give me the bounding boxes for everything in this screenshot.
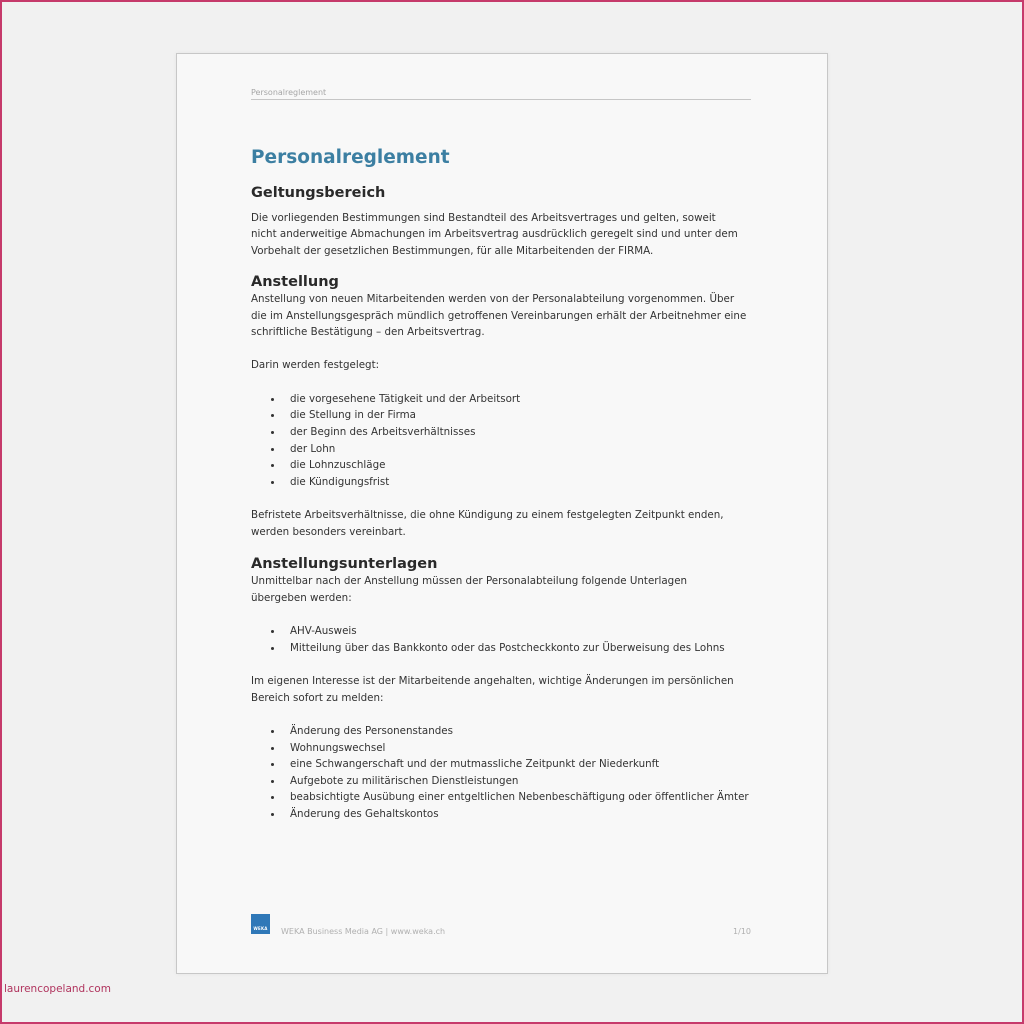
paragraph: Anstellung von neuen Mitarbeitenden werden von der Personalabteilung vorgenommen. Über die im Anstellungsgespräch mündlich getroffenen Vereinbarungen erhält der Arbeitnehmer eine schriftliche Bestätigung – den Arbeitsvertrag. [251,293,747,339]
bullet-list [251,391,751,491]
paragraph: Befristete Arbeitsverhältnisse, die ohne Kündigung zu einem festgelegten Zeitpunkt enden, werden besonders vereinbart. [251,509,724,538]
section-heading: Anstellung [251,274,339,291]
list-item: Aufgebote zu militärischen Dienstleistungen [251,773,751,790]
paragraph: Unmittelbar nach der Anstellung müssen der Personalabteilung folgende Unterlagen übergeben werden: [251,575,688,604]
list-item: beabsichtigte Ausübung einer entgeltlichen Nebenbeschäftigung oder öffentlicher Ämter [251,789,751,806]
list-item: der Beginn des Arbeitsverhältnisses [251,424,751,441]
list-item: AHV-Ausweis [251,623,751,640]
list-item: Änderung des Personenstandes [251,723,751,740]
document-title: Personalreglement [251,147,450,168]
list-item: die Stellung in der Firma [251,407,751,424]
running-head: Personalreglement [251,88,751,100]
list-item: eine Schwangerschaft und der mutmassliche Zeitpunkt der Niederkunft [251,756,751,773]
paragraph: Die vorliegenden Bestimmungen sind Bestandteil des Arbeitsvertrages und gelten, soweit nicht anderweitige Abmachungen im Arbeitsvertrag ausdrücklich geregelt sind und unter dem Vorbehalt der gesetzlichen Bestimmungen, für alle Mitarbeitenden der FIRMA. [251,212,738,257]
list-item: Wohnungswechsel [251,740,751,757]
section-heading: Anstellungsunterlagen [251,556,438,573]
page-footer [251,914,751,938]
list-item: Änderung des Gehaltskontos [251,806,751,823]
footer-publisher: WEKA Business Media AG | www.weka.ch [281,927,446,936]
section-heading: Geltungsbereich [251,185,386,201]
section-anstellung [251,273,751,540]
document-page [176,53,828,974]
list-item: die vorgesehene Tätigkeit und der Arbeitsort [251,391,751,408]
bullet-list [251,723,751,823]
bullet-list [251,623,751,656]
body-flow [251,184,751,823]
paragraph: Im eigenen Interesse ist der Mitarbeitende angehalten, wichtige Änderungen im persönlichen Bereich sofort zu melden: [251,675,734,704]
list-item: die Kündigungsfrist [251,474,751,491]
section-anstellungsunterlagen [251,555,751,822]
list-item: der Lohn [251,441,751,458]
page-number: 1/10 [733,927,751,936]
list-item: die Lohnzuschläge [251,457,751,474]
watermark-text: laurencopeland.com [4,983,111,995]
weka-logo: WEKA [251,914,270,934]
list-item: Mitteilung über das Bankkonto oder das Postcheckkonto zur Überweisung des Lohns [251,640,751,657]
section-geltungsbereich [251,184,751,259]
paragraph: Darin werden festgelegt: [251,359,380,372]
